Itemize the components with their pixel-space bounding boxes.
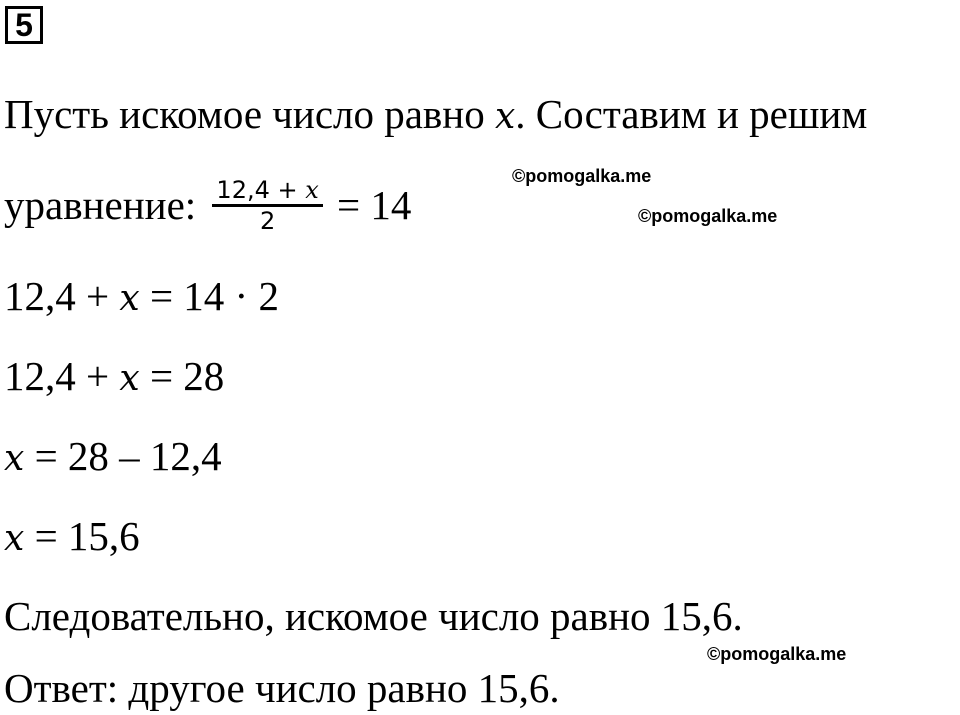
conclusion-line: Следовательно, искомое число равно 15,6. [4,593,743,639]
step-2-b: = 28 [139,353,225,399]
watermark: ©pomogalka.me [707,644,847,664]
step-3-variable: x [4,438,25,479]
answer-line: Ответ: другое число равно 15,6. [4,665,560,711]
fraction-denominator: 2 [259,207,276,235]
task-number-badge: 5 [5,6,43,44]
variable-x: x [494,96,516,137]
step-4-b: = 15,6 [24,513,140,559]
fraction [212,176,322,235]
fraction-numerator [212,176,322,204]
step-4-variable: x [4,518,25,559]
equation-label: уравнение: [4,181,207,228]
step-2 [4,352,224,403]
intro-text-b: . Составим и решим [515,91,868,137]
numerator-text: 12,4 + [216,176,306,204]
step-1 [4,272,279,323]
step-1-variable: x [119,278,140,319]
step-4 [4,512,140,563]
step-3-b: = 28 – 12,4 [24,433,222,479]
step-2-variable: x [119,358,140,399]
step-1-a: 12,4 + [4,273,120,319]
numerator-variable: x [305,176,319,204]
watermark: ©pomogalka.me [638,206,778,226]
intro-text-a: Пусть искомое число равно [4,91,495,137]
equation-line [4,176,412,239]
watermark: ©pomogalka.me [512,166,652,186]
step-2-a: 12,4 + [4,353,120,399]
equation-rhs: = 14 [326,181,412,228]
intro-line [4,90,867,141]
step-3 [4,432,222,483]
step-1-b: = 14 · 2 [139,273,279,319]
